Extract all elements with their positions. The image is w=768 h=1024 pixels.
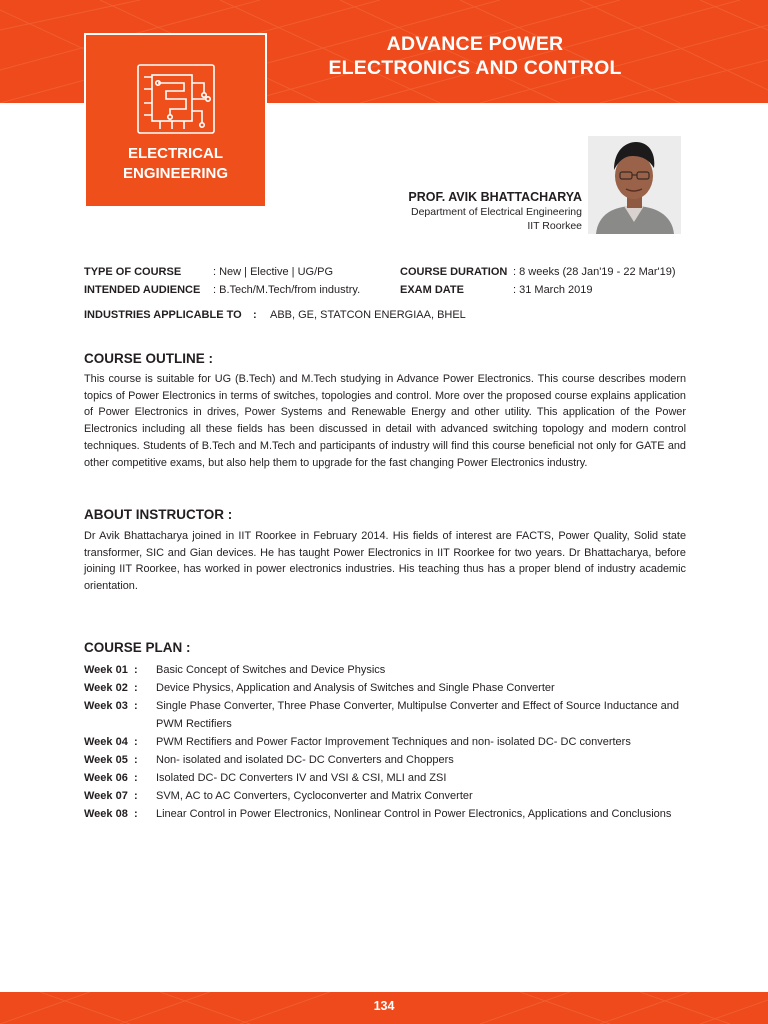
- exam-date-value: : 31 March 2019: [513, 284, 593, 296]
- circuit-board-icon: [136, 63, 216, 135]
- exam-date-label: EXAM DATE: [400, 284, 464, 296]
- instructor-photo: [588, 136, 681, 234]
- plan-colon: :: [134, 808, 138, 820]
- plan-topic: Non- isolated and isolated DC- DC Converters and Choppers: [156, 754, 454, 766]
- instructor-info: [408, 190, 582, 233]
- department-label: [86, 144, 265, 184]
- course-plan-heading: COURSE PLAN :: [84, 640, 191, 655]
- plan-colon: :: [134, 790, 138, 802]
- course-title-line2: ELECTRONICS AND CONTROL: [328, 57, 622, 79]
- plan-row-week-04: [84, 733, 684, 751]
- plan-row-week-05: [84, 751, 684, 769]
- duration-label: COURSE DURATION: [400, 266, 508, 278]
- plan-week-label: Week 05: [84, 754, 128, 766]
- plan-row-week-03: [84, 697, 684, 733]
- department-line2: ENGINEERING: [122, 165, 228, 182]
- plan-row-week-01: [84, 661, 684, 679]
- plan-week-label: Week 07: [84, 790, 128, 802]
- plan-week-label: Week 03: [84, 700, 128, 712]
- page-number: 134: [373, 999, 395, 1013]
- duration-value: : 8 weeks (28 Jan'19 - 22 Mar'19): [513, 266, 676, 278]
- industries-label: INDUSTRIES APPLICABLE TO: [84, 309, 242, 321]
- type-label: TYPE OF COURSE: [84, 266, 182, 278]
- plan-colon: :: [134, 664, 138, 676]
- instructor-name: PROF. AVIK BHATTACHARYA: [408, 190, 582, 204]
- department-line1: ELECTRICAL: [128, 145, 223, 162]
- instructor-institute: IIT Roorkee: [527, 220, 582, 232]
- instructor-portrait-image: [588, 136, 681, 234]
- plan-colon: :: [134, 736, 138, 748]
- plan-topic: Isolated DC- DC Converters IV and VSI & CSI, MLI and ZSI: [156, 772, 447, 784]
- plan-row-week-06: [84, 769, 684, 787]
- course-title-line1: ADVANCE POWER: [386, 33, 564, 55]
- audience-label: INTENDED AUDIENCE: [84, 284, 201, 296]
- plan-colon: :: [134, 682, 138, 694]
- audience-value: : B.Tech/M.Tech/from industry.: [213, 284, 361, 296]
- plan-colon: :: [134, 700, 138, 712]
- plan-topic: PWM Rectifiers and Power Factor Improvement Techniques and non- isolated DC- DC converters: [156, 736, 631, 748]
- footer-band: [0, 992, 768, 1024]
- plan-row-week-02: [84, 679, 684, 697]
- plan-topic: SVM, AC to AC Converters, Cycloconverter and Matrix Converter: [156, 790, 473, 802]
- about-instructor-heading: ABOUT INSTRUCTOR :: [84, 507, 233, 522]
- plan-topic: Basic Concept of Switches and Device Physics: [156, 664, 386, 676]
- department-box: [84, 33, 267, 208]
- plan-week-label: Week 04: [84, 736, 128, 748]
- plan-topic: Device Physics, Application and Analysis of Switches and Single Phase Converter: [156, 682, 555, 694]
- plan-colon: :: [134, 754, 138, 766]
- industries-colon: :: [253, 309, 257, 321]
- plan-colon: :: [134, 772, 138, 784]
- instructor-department: Department of Electrical Engineering: [410, 206, 582, 218]
- course-outline-heading: COURSE OUTLINE :: [84, 351, 214, 366]
- plan-week-label: Week 06: [84, 772, 128, 784]
- plan-week-label: Week 08: [84, 808, 128, 820]
- plan-row-week-08: [84, 805, 684, 823]
- type-value: : New | Elective | UG/PG: [213, 266, 334, 278]
- course-plan-list: [84, 661, 684, 823]
- plan-week-label: Week 02: [84, 682, 128, 694]
- industries-value: ABB, GE, STATCON ENERGIAA, BHEL: [270, 309, 466, 321]
- plan-topic: Single Phase Converter, Three Phase Converter, Multipulse Converter and Effect of Source Inductance and PWM Rectifiers: [156, 700, 680, 730]
- course-title: [290, 32, 660, 80]
- about-instructor-text: Dr Avik Bhattacharya joined in IIT Roorkee in February 2014. His fields of interest are FACTS, Power Quality, Solid state transformer, SIC and Gian devices. He has taught Power Electronics in IIT Roorkee for two years. Dr Bhattacharya, before joining IIT Roorkee, has worked in power electronics industries. His teaching thus has a proper blend of industry academic orientation.: [84, 530, 686, 593]
- plan-week-label: Week 01: [84, 664, 128, 676]
- course-outline-text: This course is suitable for UG (B.Tech) and M.Tech studying in Advance Power Electronics. This course describes modern topics of Power Electronics in terms of switches, topologies and control. More over the proposed course explains application of Power Electronics in drives, Power Systems and Renewable Energy and other utility. This application of the Power Electronics including all these fields has been discussed in detail with advanced switching topology and modern control techniques. Students of B.Tech and M.Tech and participants of industry will find this course beneficial not only for GATE and other competitive exams, but also help them to upgrade for the fast changing Power Electronics industry.: [84, 373, 686, 469]
- plan-topic: Linear Control in Power Electronics, Nonlinear Control in Power Electronics, Applications and Conclusions: [156, 808, 672, 820]
- plan-row-week-07: [84, 787, 684, 805]
